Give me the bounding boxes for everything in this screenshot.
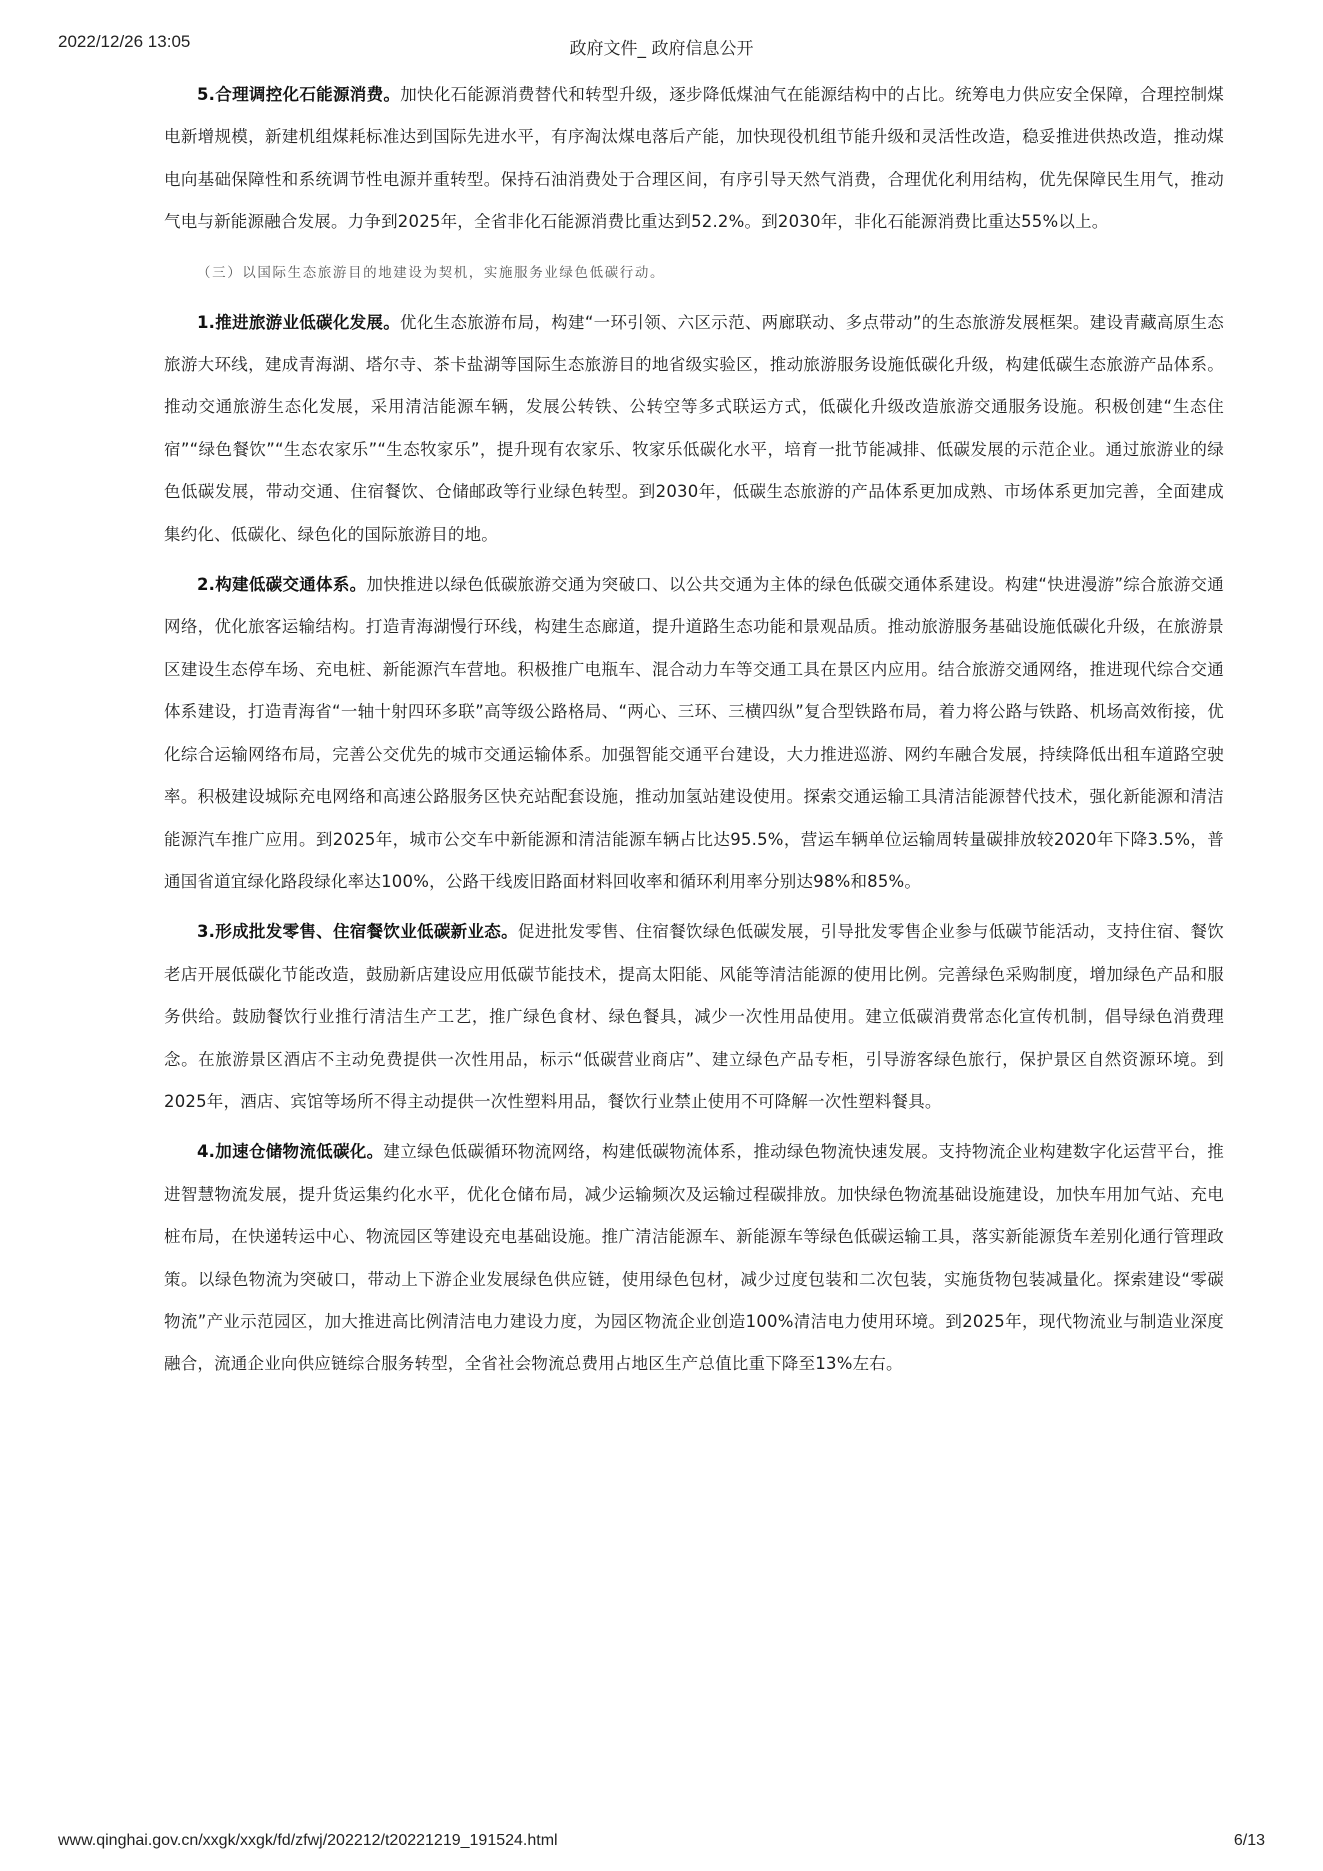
section-heading: （三）以国际生态旅游目的地建设为契机，实施服务业绿色低碳行动。 <box>197 264 666 281</box>
document-body <box>164 74 1224 1394</box>
page-url: www.qinghai.gov.cn/xxgk/xxgk/fd/zfwj/202212/t20221219_191524.html <box>58 1832 558 1849</box>
print-datetime: 2022/12/26 13:05 <box>58 32 191 51</box>
paragraph-text: 促进批发零售、住宿餐饮绿色低碳发展，引导批发零售企业参与低碳节能活动，支持住宿、餐饮老店开展低碳化节能改造，鼓励新店建设应用低碳节能技术，提高太阳能、风能等清洁能源的使用比例。完善绿色采购制度，增加绿色产品和服务供给。鼓励餐饮行业推行清洁生产工艺，推广绿色食材、绿色餐具，减少一次性用品使用。建立低碳消费常态化宣传机制，倡导绿色消费理念。在旅游景区酒店不主动免费提供一次性用品，标示“低碳营业商店”、建立绿色产品专柜，引导游客绿色旅行，保护景区自然资源环境。到2025年，酒店、宾馆等场所不得主动提供一次性塑料用品，餐饮行业禁止使用不可降解一次性塑料餐具。 <box>164 922 1224 1111</box>
paragraph-heading: 2.构建低碳交通体系。 <box>197 575 367 595</box>
page-number: 6/13 <box>1233 1832 1265 1849</box>
paragraph-text: 建立绿色低碳循环物流网络，构建低碳物流体系，推动绿色物流快速发展。支持物流企业构建数字化运营平台，推进智慧物流发展，提升货运集约化水平，优化仓储布局，减少运输频次及运输过程碳排放。加快绿色物流基础设施建设，加快车用加气站、充电桩布局，在快递转运中心、物流园区等建设充电基础设施。推广清洁能源车、新能源车等绿色低碳运输工具，落实新能源货车差别化通行管理政策。以绿色物流为突破口，带动上下游企业发展绿色供应链，使用绿色包材，减少过度包装和二次包装，实施货物包装减量化。探索建设“零碳物流”产业示范园区，加大推进高比例清洁电力建设力度，为园区物流企业创造100%清洁电力使用环境。到2025年，现代物流业与制造业深度融合，流通企业向供应链综合服务转型，全省社会物流总费用占地区生产总值比重下降至13%左右。 <box>164 1142 1224 1374</box>
paragraph-text: 优化生态旅游布局，构建“一环引领、六区示范、两廊联动、多点带动”的生态旅游发展框架。建设青藏高原生态旅游大环线，建成青海湖、塔尔寺、茶卡盐湖等国际生态旅游目的地省级实验区，推动旅游服务设施低碳化升级，构建低碳生态旅游产品体系。推动交通旅游生态化发展，采用清洁能源车辆，发展公转铁、公转空等多式联运方式，低碳化升级改造旅游交通服务设施。积极创建“生态住宿”“绿色餐饮”“生态农家乐”“生态牧家乐”，提升现有农家乐、牧家乐低碳化水平，培育一批节能减排、低碳发展的示范企业。通过旅游业的绿色低碳发展，带动交通、住宿餐饮、仓储邮政等行业绿色转型。到2030年，低碳生态旅游的产品体系更加成熟、市场体系更加完善，全面建成集约化、低碳化、绿色化的国际旅游目的地。 <box>164 312 1224 544</box>
paragraph-fossil-energy <box>164 74 1224 244</box>
paragraph-logistics <box>164 1131 1224 1385</box>
page-header-title: 政府文件_ 政府信息公开 <box>569 39 754 59</box>
paragraph-heading: 3.形成批发零售、住宿餐饮业低碳新业态。 <box>197 922 518 942</box>
paragraph-heading: 5.合理调控化石能源消费。 <box>197 85 401 104</box>
paragraph-heading: 4.加速仓储物流低碳化。 <box>197 1142 384 1162</box>
paragraph-tourism <box>164 302 1224 556</box>
paragraph-heading: 1.推进旅游业低碳化发展。 <box>197 312 401 332</box>
paragraph-retail-catering <box>164 911 1224 1123</box>
paragraph-text: 加快化石能源消费替代和转型升级，逐步降低煤油气在能源结构中的占比。统筹电力供应安全保障，合理控制煤电新增规模，新建机组煤耗标准达到国际先进水平，有序淘汰煤电落后产能，加快现役机组节能升级和灵活性改造，稳妥推进供热改造，推动煤电向基础保障性和系统调节性电源并重转型。保持石油消费处于合理区间，有序引导天然气消费，合理优化利用结构，优先保障民生用气，推动气电与新能源融合发展。力争到2025年，全省非化石能源消费比重达到52.2%。到2030年，非化石能源消费比重达55%以上。 <box>164 85 1224 232</box>
paragraph-text: 加快推进以绿色低碳旅游交通为突破口、以公共交通为主体的绿色低碳交通体系建设。构建“快进漫游”综合旅游交通网络，优化旅客运输结构。打造青海湖慢行环线，构建生态廊道，提升道路生态功能和景观品质。推动旅游服务基础设施低碳化升级，在旅游景区建设生态停车场、充电桩、新能源汽车营地。积极推广电瓶车、混合动力车等交通工具在景区内应用。结合旅游交通网络，推进现代综合交通体系建设，打造青海省“一轴十射四环多联”高等级公路格局、“两心、三环、三横四纵”复合型铁路布局，着力将公路与铁路、机场高效衔接，优化综合运输网络布局，完善公交优先的城市交通运输体系。加强智能交通平台建设，大力推进巡游、网约车融合发展，持续降低出租车道路空驶率。积极建设城际充电网络和高速公路服务区快充站配套设施，推动加氢站建设使用。探索交通运输工具清洁能源替代技术，强化新能源和清洁能源汽车推广应用。到2025年，城市公交车中新能源和清洁能源车辆占比达95.5%，营运车辆单位运输周转量碳排放较2020年下降3.5%，普通国省道宜绿化路段绿化率达100%，公路干线废旧路面材料回收率和循环利用率分别达98%和85%。 <box>164 575 1225 891</box>
paragraph-transport <box>164 564 1224 903</box>
